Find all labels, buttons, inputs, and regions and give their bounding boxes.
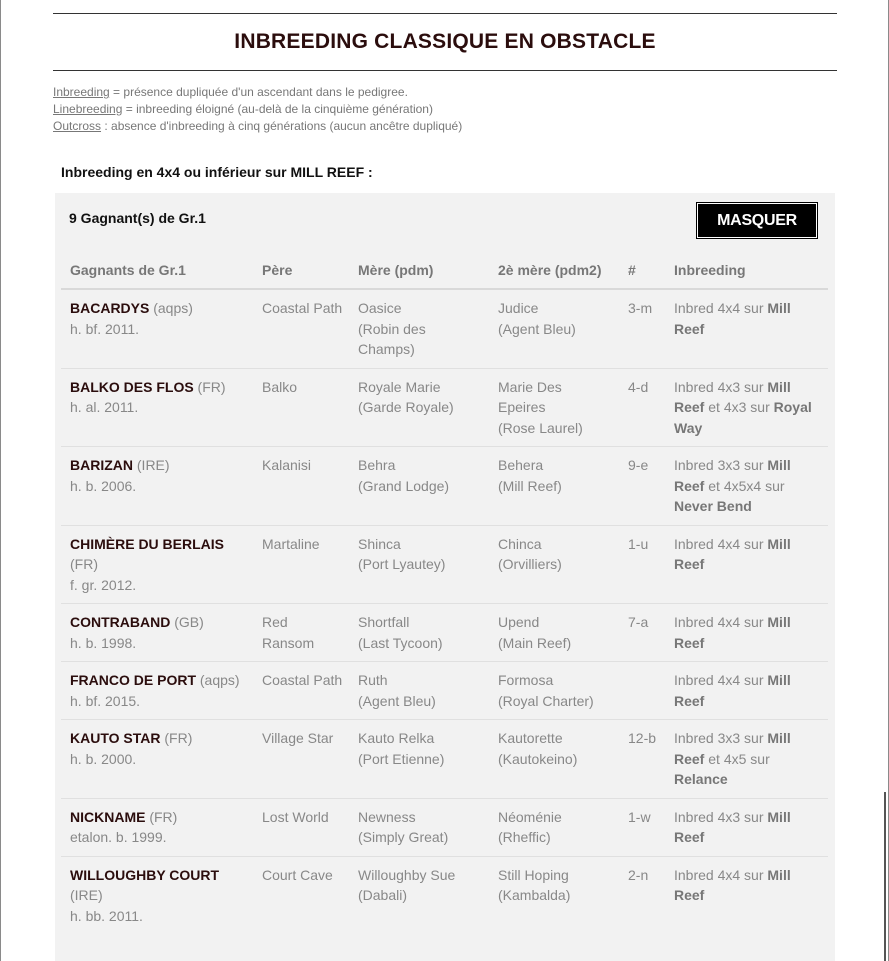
inbreeding-cell [665, 289, 828, 368]
column-header-inbreeding: Inbreeding [665, 251, 828, 289]
inbreeding-text: Inbred 3x3 sur [674, 457, 768, 473]
dam-cell [349, 856, 489, 934]
inbreeding-text: Inbred 4x4 sur [674, 535, 768, 552]
second-dam-cell [489, 856, 619, 934]
definition-term-link[interactable]: Outcross [53, 119, 102, 133]
inbreeding-text: Inbred 4x4 sur [674, 866, 768, 883]
table-header-row [61, 251, 828, 289]
column-header-second-dam: 2è mère (pdm2) [489, 251, 619, 289]
second-dam-sire-name: (Rheffic) [498, 829, 551, 845]
horse-info: h. bf. 2011. [70, 320, 140, 337]
inbreeding-text: Inbred 4x3 sur [674, 378, 768, 395]
inbreeding-cell [665, 798, 828, 856]
inbreeding-cell [665, 525, 828, 604]
horse-name[interactable]: KAUTO STAR [70, 730, 161, 746]
winner-cell [61, 798, 253, 856]
horse-name[interactable]: CONTRABAND [70, 614, 171, 630]
second-dam-name: Behera [498, 457, 544, 473]
horse-info: h. bb. 2011. [70, 907, 143, 924]
table-row [61, 662, 828, 720]
dam-name: Behra [358, 457, 396, 473]
dam-cell [349, 368, 489, 447]
inbreeding-text: Inbred 4x4 sur [674, 300, 768, 316]
winner-cell [61, 604, 253, 662]
page-title: INBREEDING CLASSIQUE EN OBSTACLE [234, 30, 656, 53]
winner-cell [61, 720, 253, 799]
table-row [61, 368, 828, 447]
dam-name: Kauto Relka [358, 730, 435, 746]
second-dam-name: Kautorette [498, 730, 563, 746]
second-dam-name: Marie Des Epeires [498, 378, 562, 415]
sire-name: Martaline [262, 535, 320, 552]
inbreeding-ancestor: Mill Reef [674, 808, 791, 845]
sire-name: Coastal Path [262, 300, 343, 316]
table-row [61, 720, 828, 799]
inbreeding-text: Inbred 4x4 sur [674, 614, 768, 630]
inbreeding-ancestor: Royal Way [674, 399, 812, 436]
table-row [61, 798, 828, 856]
horse-info: etalon. b. 1999. [70, 829, 167, 845]
dam-cell [349, 604, 489, 662]
horse-origin: (FR) [193, 378, 226, 395]
definition-text: : absence d'inbreeding à cinq générations (aucun ancêtre dupliqué) [101, 119, 463, 133]
winner-cell [61, 368, 253, 447]
table-row [61, 856, 828, 934]
scrollbar-thumb[interactable] [884, 792, 886, 961]
second-dam-name: Still Hoping [498, 866, 569, 883]
table-body [61, 289, 828, 934]
inbreeding-text: Inbred 3x3 sur [674, 730, 768, 746]
hide-button[interactable]: MASQUER [696, 202, 818, 239]
second-dam-sire-name: (Rose Laurel) [498, 419, 583, 436]
inbreeding-text: et 4x3 sur [704, 399, 774, 415]
dam-name: Shinca [358, 535, 401, 552]
inbreeding-cell [665, 368, 828, 447]
column-header-dam: Mère (pdm) [349, 251, 489, 289]
inbreeding-cell [665, 662, 828, 720]
winner-cell [61, 447, 253, 526]
second-dam-name: Néoménie [498, 808, 562, 825]
section-heading: Inbreeding en 4x4 ou inférieur sur MILL REEF : [61, 164, 373, 180]
horse-info: h. b. 1998. [70, 634, 137, 651]
dam-cell [349, 447, 489, 526]
dam-sire-name: (Dabali) [358, 887, 408, 903]
inbreeding-ancestor: Mill Reef [674, 866, 791, 903]
inbreeding-text: et 4x5 sur [704, 750, 770, 767]
second-dam-sire-name: (Royal Charter) [498, 692, 594, 709]
second-dam-name: Judice [498, 300, 539, 316]
inbreeding-cell [665, 856, 828, 934]
column-header-family: # [619, 251, 665, 289]
second-dam-cell [489, 604, 619, 662]
sire-name: Lost World [262, 808, 329, 825]
winner-cell [61, 525, 253, 604]
family-cell: 7-a [619, 604, 665, 662]
horse-name[interactable]: BACARDYS [70, 300, 150, 316]
second-dam-sire-name: (Agent Bleu) [498, 320, 576, 337]
winners-panel [55, 193, 835, 961]
table-row [61, 525, 828, 604]
table-row [61, 289, 828, 368]
family-cell: 2-n [628, 866, 649, 883]
horse-origin: (FR) [70, 556, 98, 572]
horse-name[interactable]: BARIZAN [70, 457, 133, 473]
dam-sire-name: (Agent Bleu) [358, 692, 436, 709]
second-dam-cell [489, 368, 619, 447]
dam-cell [349, 720, 489, 799]
second-dam-cell [489, 662, 619, 720]
inbreeding-ancestor: Mill Reef [674, 672, 791, 709]
dam-sire-name: (Port Lyautey) [358, 556, 446, 572]
dam-name: Willoughby Sue [358, 866, 456, 883]
second-dam-name: Formosa [498, 672, 554, 688]
horse-name[interactable]: NICKNAME [70, 808, 146, 825]
sire-name: Village Star [262, 730, 334, 746]
horse-origin: (GB) [170, 614, 204, 630]
family-cell: 9-e [619, 447, 665, 526]
inbreeding-ancestor: Mill Reef [674, 535, 791, 572]
horse-origin: (FR) [160, 730, 193, 746]
horse-info: h. b. 2006. [70, 477, 137, 494]
sire-name: Red Ransom [262, 614, 315, 651]
inbreeding-text: et 4x5x4 sur [704, 477, 785, 494]
sire-cell [253, 368, 349, 447]
dam-sire-name: (Port Etienne) [358, 750, 445, 767]
inbreeding-cell [665, 720, 828, 799]
inbreeding-text: Inbred 4x3 sur [674, 808, 768, 825]
family-cell: 4-d [619, 368, 665, 447]
horse-origin: (aqps) [149, 300, 193, 316]
horse-info: h. bf. 2015. [70, 692, 141, 709]
family-cell: 1-u [619, 525, 665, 604]
sire-cell [253, 525, 349, 604]
inbreeding-ancestor: Mill Reef [674, 300, 791, 337]
inbreeding-text: Inbred 4x4 sur [674, 672, 768, 688]
sire-name: Court Cave [262, 866, 333, 883]
sire-name: Balko [262, 378, 298, 395]
family-cell: 3-m [619, 289, 665, 368]
dam-sire-name: (Garde Royale) [358, 399, 454, 415]
inbreeding-ancestor: Mill Reef [674, 378, 791, 415]
second-dam-name: Upend [498, 614, 540, 630]
winner-cell [61, 856, 253, 934]
sire-cell [253, 798, 349, 856]
definitions [53, 84, 837, 135]
dam-sire-name: (Robin des Champs) [358, 320, 426, 357]
horse-origin: (aqps) [196, 672, 240, 688]
column-header-sire: Père [253, 251, 349, 289]
horse-name[interactable]: FRANCO DE PORT [70, 672, 196, 688]
sire-name: Kalanisi [262, 457, 312, 473]
table-row [61, 604, 828, 662]
second-dam-sire-name: (Orvilliers) [498, 556, 562, 572]
sire-cell [253, 447, 349, 526]
definition-text: = présence dupliquée d'un ascendant dans le pedigree. [109, 85, 408, 99]
sire-cell [253, 856, 349, 934]
dam-name: Shortfall [358, 614, 410, 630]
horse-name[interactable]: CHIMÈRE DU BERLAIS [70, 535, 225, 552]
family-cell: 1-w [619, 798, 665, 856]
horse-name[interactable]: WILLOUGHBY COURT [70, 866, 220, 883]
horse-origin: (FR) [145, 808, 178, 825]
definition-term-link[interactable]: Inbreeding [53, 85, 110, 99]
horse-info: f. gr. 2012. [70, 576, 137, 593]
dam-sire-name: (Last Tycoon) [358, 634, 443, 651]
winner-cell [61, 662, 253, 720]
dam-name: Royale Marie [358, 378, 441, 395]
horse-origin: (IRE) [70, 887, 103, 903]
inbreeding-ancestor: Mill Reef [674, 457, 791, 494]
sire-cell [253, 289, 349, 368]
dam-cell [349, 289, 489, 368]
second-dam-cell [489, 289, 619, 368]
dam-cell [349, 798, 489, 856]
second-dam-cell [489, 720, 619, 799]
definition-linebreeding [53, 101, 837, 118]
definition-inbreeding [53, 84, 837, 101]
dam-cell [349, 662, 489, 720]
horse-info: h. b. 2000. [70, 750, 137, 767]
dam-name: Ruth [358, 672, 388, 688]
winners-table [61, 251, 828, 934]
inbreeding-ancestor: Mill Reef [674, 614, 791, 651]
dam-name: Oasice [358, 300, 402, 316]
sire-cell [253, 720, 349, 799]
second-dam-sire-name: (Mill Reef) [498, 477, 562, 494]
horse-info: h. al. 2011. [70, 399, 139, 415]
second-dam-cell [489, 447, 619, 526]
second-dam-sire-name: (Main Reef) [498, 634, 572, 651]
dam-cell [349, 525, 489, 604]
second-dam-cell [489, 525, 619, 604]
page-title-block [53, 13, 837, 71]
second-dam-name: Chinca [498, 535, 542, 552]
sire-cell [253, 604, 349, 662]
inbreeding-cell [665, 447, 828, 526]
family-cell: 12-b [619, 720, 665, 799]
column-header-winner: Gagnants de Gr.1 [61, 251, 253, 289]
definition-outcross [53, 118, 837, 135]
table-row [61, 447, 828, 526]
inbreeding-ancestor: Never Bend [674, 498, 752, 514]
second-dam-sire-name: (Kambalda) [498, 887, 571, 903]
panel-title: 9 Gagnant(s) de Gr.1 [69, 210, 206, 226]
horse-origin: (IRE) [133, 457, 170, 473]
window-left-border [0, 0, 1, 961]
definition-term-link[interactable]: Linebreeding [53, 102, 123, 116]
dam-sire-name: (Grand Lodge) [358, 477, 450, 494]
family-cell [619, 662, 665, 720]
inbreeding-ancestor: Mill Reef [674, 730, 791, 767]
inbreeding-cell [665, 604, 828, 662]
inbreeding-ancestor: Relance [674, 771, 728, 787]
sire-name: Coastal Path [262, 672, 343, 688]
dam-sire-name: (Simply Great) [358, 829, 449, 845]
definition-text: = inbreeding éloigné (au-delà de la cinquième génération) [122, 102, 433, 116]
second-dam-cell [489, 798, 619, 856]
dam-name: Newness [358, 808, 416, 825]
horse-name[interactable]: BALKO DES FLOS [70, 378, 194, 395]
second-dam-sire-name: (Kautokeino) [498, 750, 578, 767]
sire-cell [253, 662, 349, 720]
winner-cell [61, 289, 253, 368]
